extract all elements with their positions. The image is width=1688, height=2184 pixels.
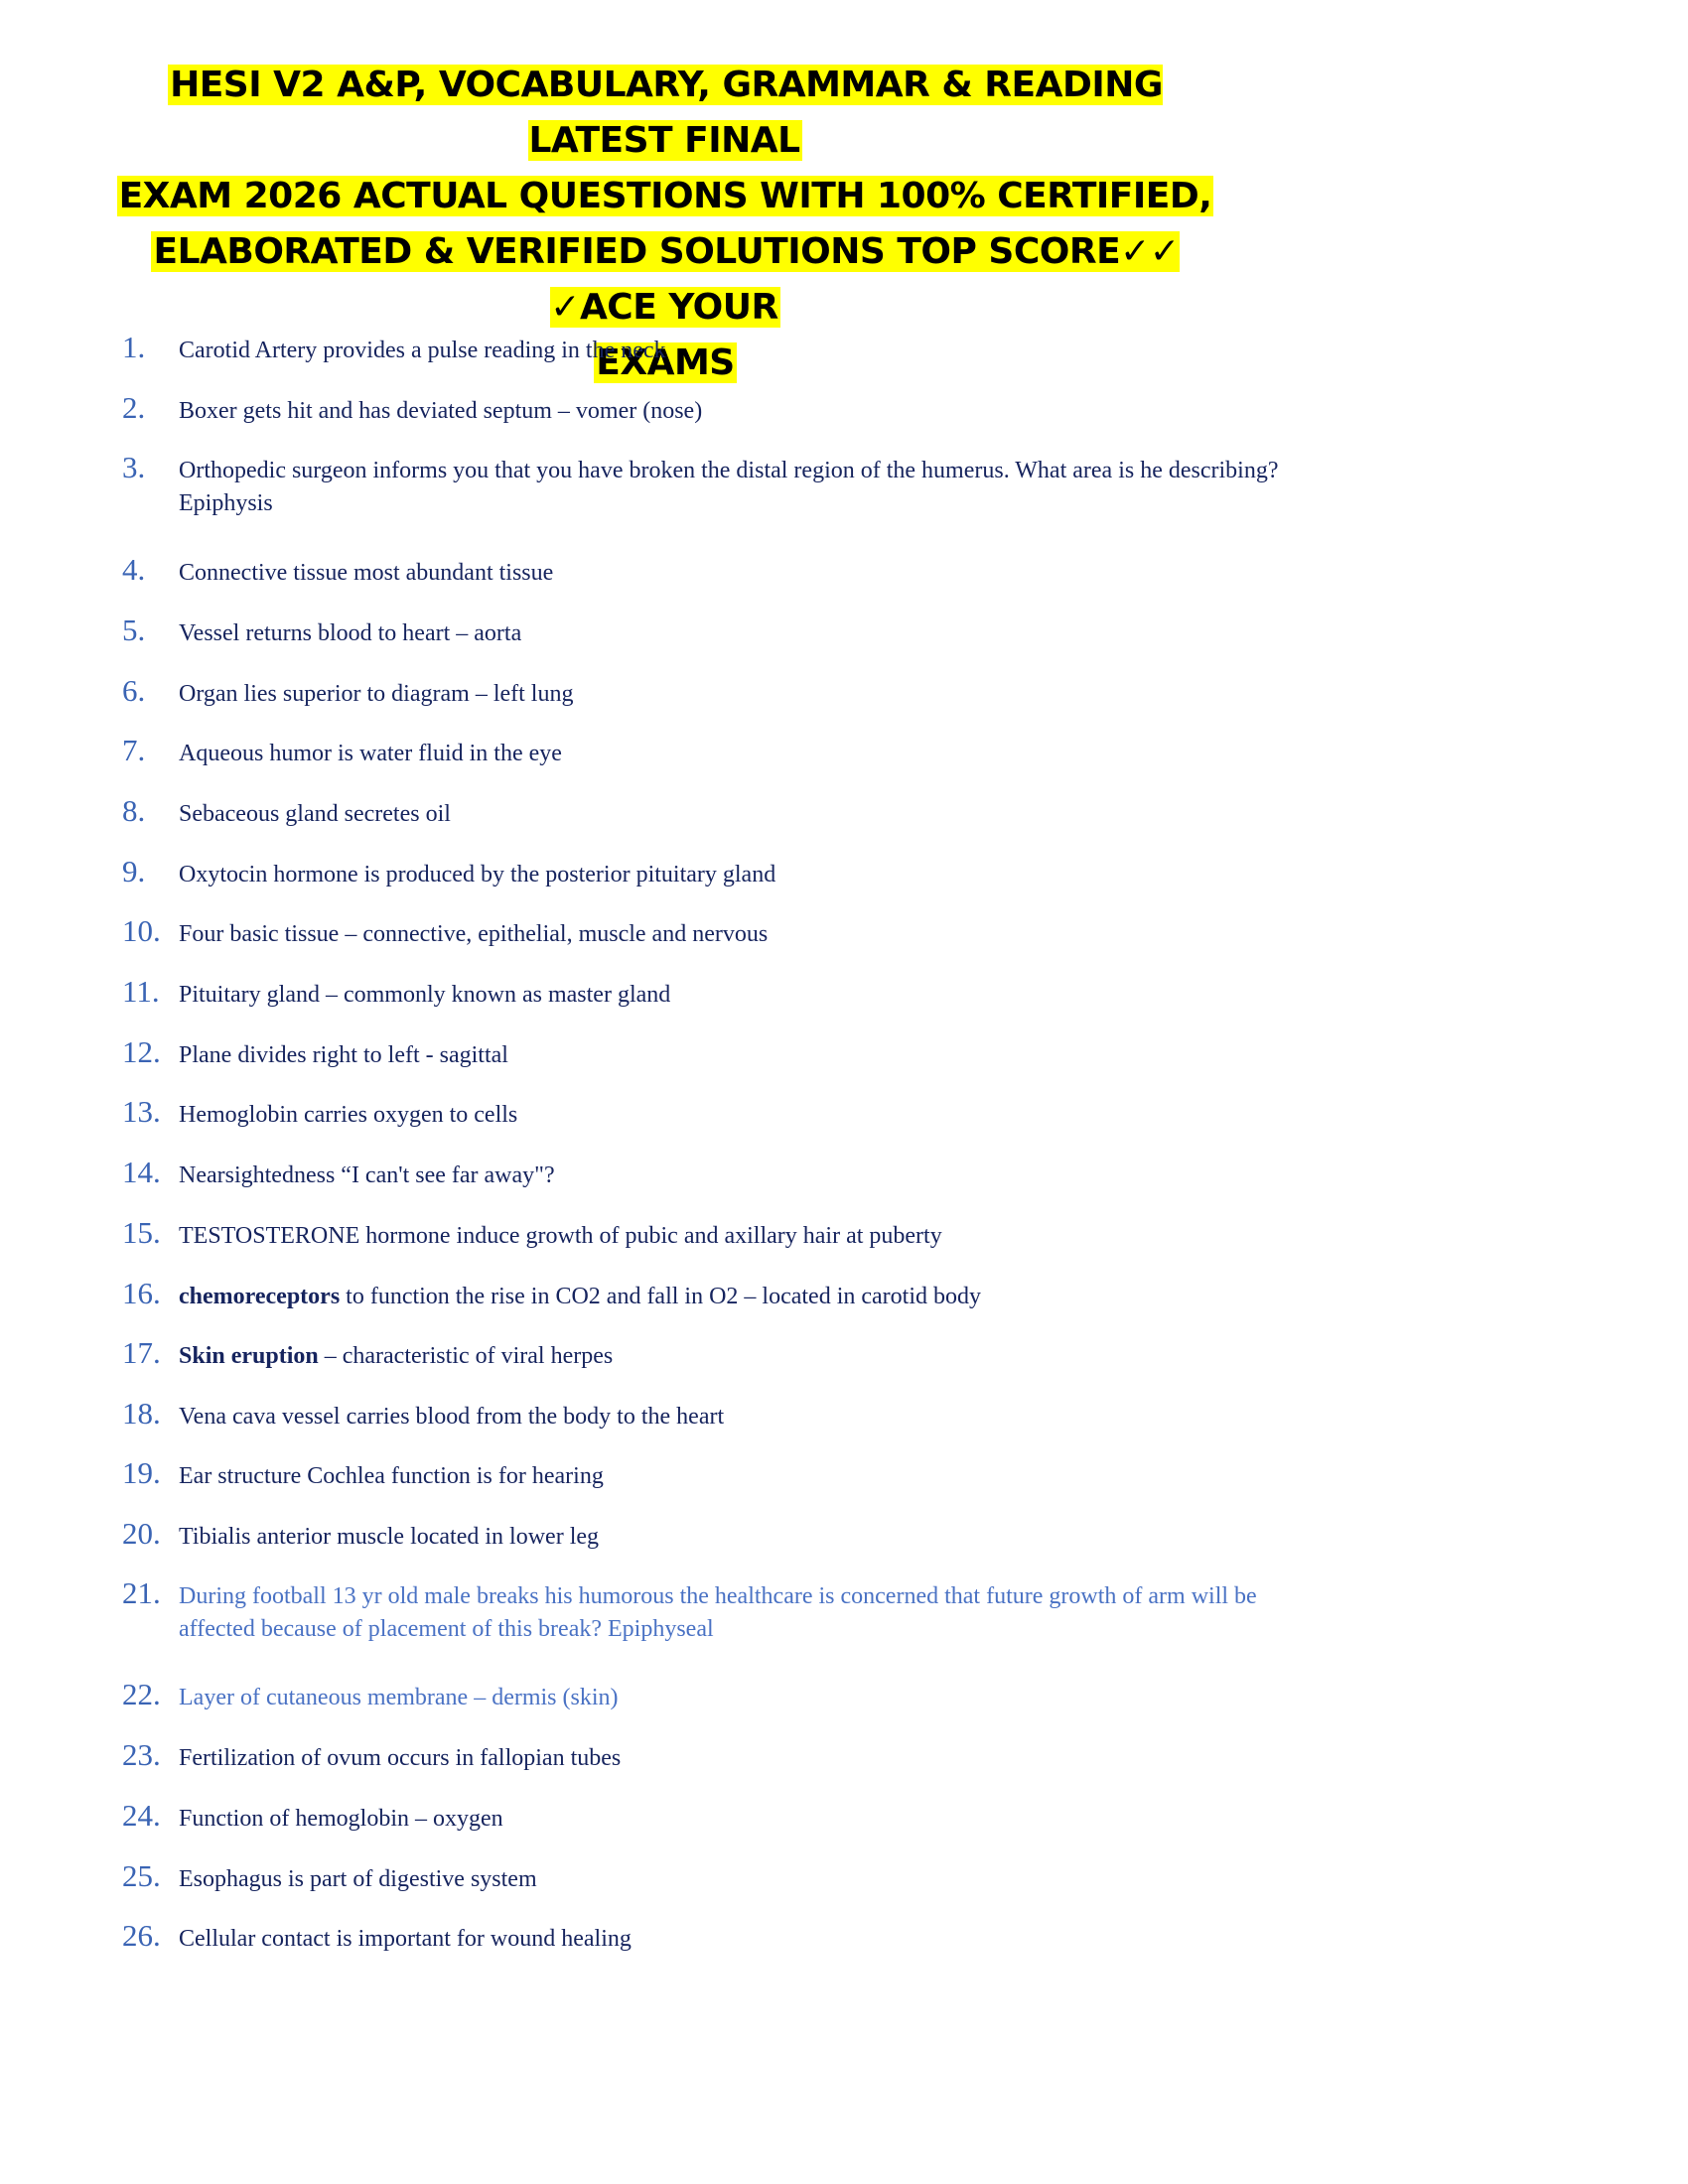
item-text: Carotid Artery provides a pulse reading in the neck (179, 338, 666, 363)
item-number: 18. (122, 1396, 161, 1431)
item-number: 25. (122, 1858, 161, 1893)
item-text: Tibialis anterior muscle located in lower leg (179, 1524, 600, 1550)
item-number: 21. (122, 1575, 161, 1610)
item-text: Esophagus is part of digestive system (179, 1866, 537, 1892)
item-text: Organ lies superior to diagram – left lung (179, 681, 574, 707)
item-rest-text: – characteristic of viral herpes (318, 1343, 614, 1369)
item-text: Boxer gets hit and has deviated septum – vomer (nose) (179, 398, 703, 424)
item-number: 16. (122, 1276, 161, 1310)
item-number: 9. (122, 854, 146, 888)
item-text: Vessel returns blood to heart – aorta (179, 620, 522, 646)
item-number: 8. (122, 793, 146, 828)
item-text: Cellular contact is important for wound healing (179, 1926, 632, 1952)
item-number: 17. (122, 1335, 161, 1370)
item-number: 10. (122, 913, 161, 948)
item-rest-text: to function the rise in CO2 and fall in O2 – located in carotid body (340, 1284, 982, 1309)
item-text: Orthopedic surgeon informs you that you have broken the distal region of the humerus. What area is he describing? Epiphysis (179, 458, 1279, 516)
title-line-4: EXAMS (596, 342, 735, 383)
item-number: 15. (122, 1215, 161, 1250)
item-text (179, 1281, 1321, 1313)
title-line-2: EXAM 2026 ACTUAL QUESTIONS WITH 100% CERTIFIED, (118, 176, 1212, 216)
item-text: Plane divides right to left - sagittal (179, 1042, 508, 1068)
item-text: Vena cava vessel carries blood from the body to the heart (179, 1404, 725, 1430)
item-text: Connective tissue most abundant tissue (179, 560, 554, 586)
item-text: Oxytocin hormone is produced by the posterior pituitary gland (179, 862, 776, 887)
item-text: During football 13 yr old male breaks his humorous the healthcare is concerned that future growth of arm will be affected because of placement of this break? Epiphyseal (179, 1583, 1257, 1642)
item-number: 20. (122, 1516, 161, 1551)
item-number: 13. (122, 1094, 161, 1129)
item-number: 3. (122, 450, 146, 484)
title-line-3: ELABORATED & VERIFIED SOLUTIONS TOP SCORE✓✓ ✓ACE YOUR (153, 231, 1180, 328)
item-number: 4. (122, 552, 146, 587)
item-text: TESTOSTERONE hormone induce growth of pubic and axillary hair at puberty (179, 1223, 942, 1249)
item-number: 1. (122, 330, 146, 364)
item-number: 22. (122, 1677, 161, 1711)
item-number: 23. (122, 1737, 161, 1772)
item-text: Layer of cutaneous membrane – dermis (skin) (179, 1685, 619, 1710)
item-number: 26. (122, 1918, 161, 1953)
item-text: Aqueous humor is water fluid in the eye (179, 741, 562, 766)
item-text: Ear structure Cochlea function is for hearing (179, 1463, 604, 1489)
item-number: 14. (122, 1155, 161, 1189)
item-text: Sebaceous gland secretes oil (179, 801, 451, 827)
item-number: 2. (122, 390, 146, 425)
item-text (179, 1340, 1321, 1373)
item-number: 5. (122, 613, 146, 647)
item-number: 7. (122, 733, 146, 767)
item-text: Four basic tissue – connective, epithelial, muscle and nervous (179, 921, 769, 947)
item-text: Function of hemoglobin – oxygen (179, 1806, 503, 1832)
item-number: 6. (122, 673, 146, 708)
title-line-1: HESI V2 A&P, VOCABULARY, GRAMMAR & READING LATEST FINAL (170, 65, 1163, 161)
item-bold-term: chemoreceptors (179, 1284, 341, 1309)
item-text: Pituitary gland – commonly known as master gland (179, 982, 671, 1008)
item-text: Fertilization of ovum occurs in fallopian tubes (179, 1745, 622, 1771)
item-text: Hemoglobin carries oxygen to cells (179, 1102, 518, 1128)
item-number: 24. (122, 1798, 161, 1833)
item-number: 19. (122, 1455, 161, 1490)
item-number: 12. (122, 1034, 161, 1069)
item-bold-term: Skin eruption (179, 1343, 319, 1369)
item-number: 11. (122, 974, 160, 1009)
item-text: Nearsightedness “I can't see far away"? (179, 1162, 555, 1188)
